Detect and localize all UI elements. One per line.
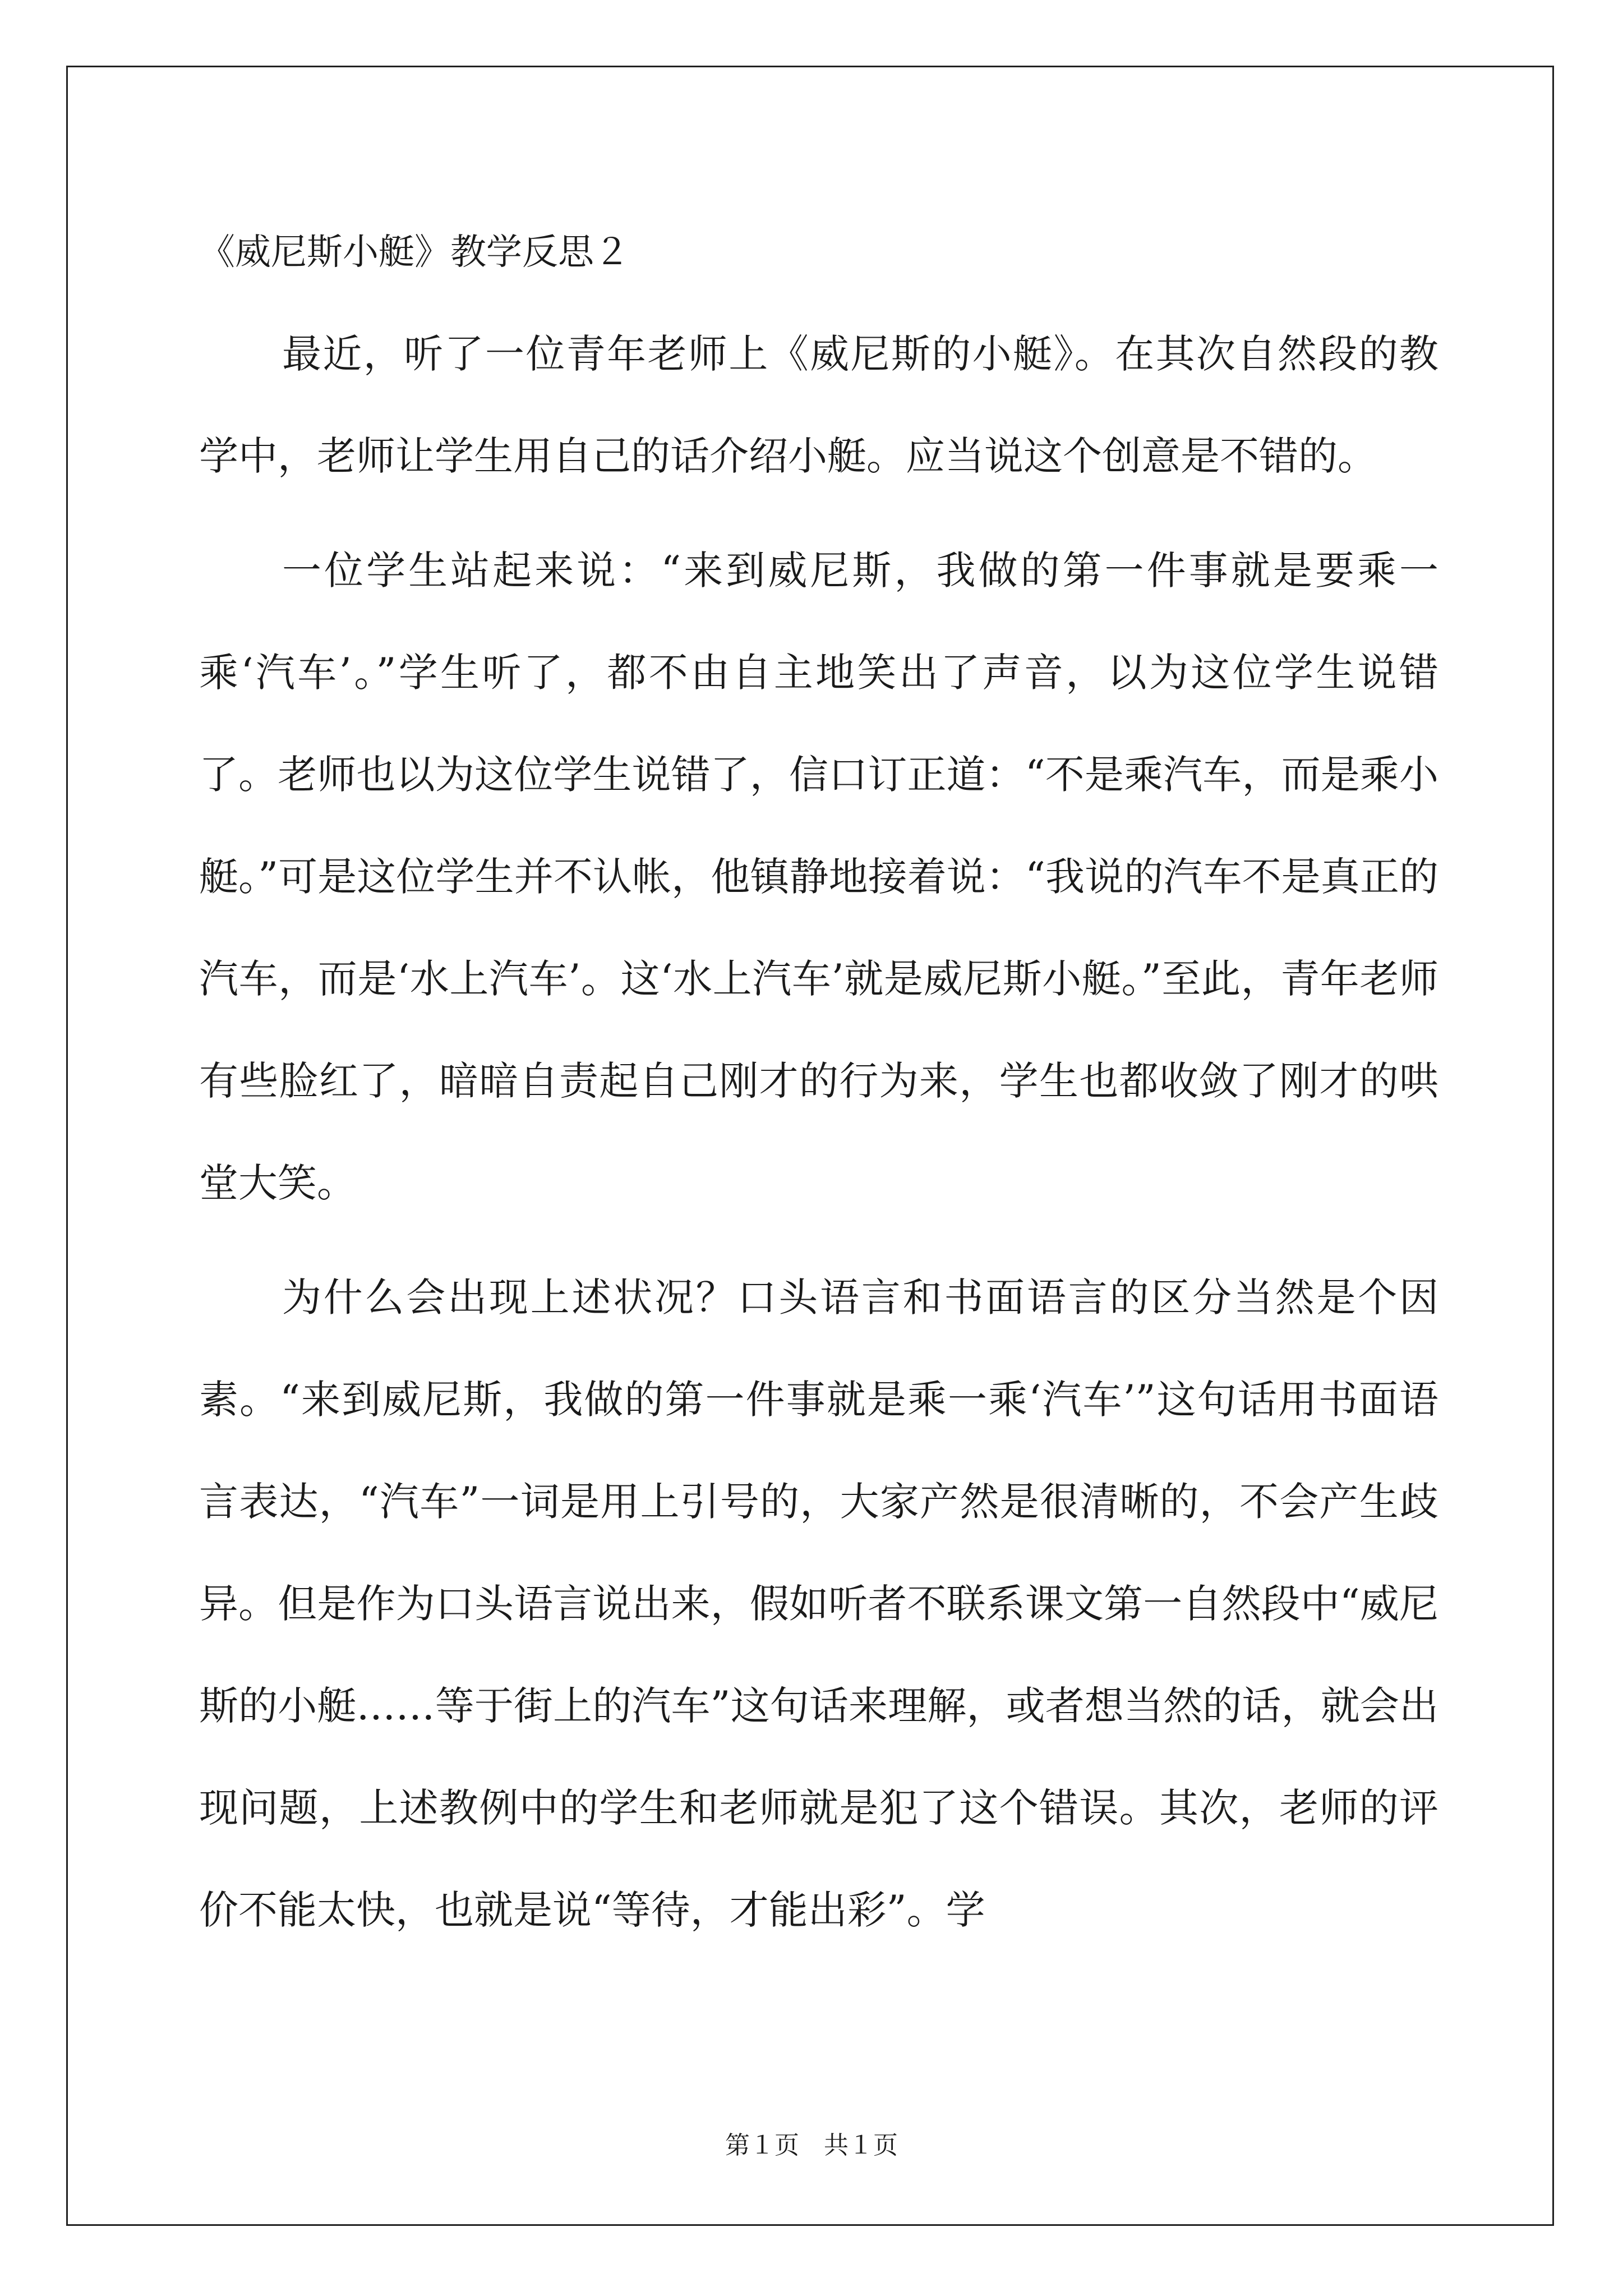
page-footer: 第１页 共１页 — [725, 2131, 898, 2160]
paragraph-2: 一位学生站起来说：“来到威尼斯，我做的第一件事就是要乘一乘‘汽车’。”学生听了，都不由自主地笑出了声音，以为这位学生说错了。老师也以为这位学生说错了，信口订正道：“不是乘汽车，而是乘小艇。”可是这位学生并不认帐，他镇静地接着说：“我说的汽车不是真正的汽车，而是‘水上汽车’。这‘水上汽车’就是威尼斯小艇。”至此，青年老师有些脸红了，暗暗自责起自己刚才的行为来，学生也都收敛了刚才的哄堂大笑。 — [199, 547, 1438, 1206]
paragraph-1: 最近，听了一位青年老师上《威尼斯的小艇》。在其次自然段的教学中，老师让学生用自己的话介绍小艇。应当说这个创意是不错的。 — [199, 331, 1438, 479]
document-body — [199, 222, 1438, 1961]
paragraph-3: 为什么会出现上述状况？口头语言和书面语言的区分当然是个因素。“来到威尼斯，我做的第一件事就是乘一乘‘汽车’”这句话用书面语言表达，“汽车”一词是用上引号的，大家产然是很清晰的，不会产生歧异。但是作为口头语言说出来，假如听者不联系课文第一自然段中“威尼斯的小艇……等于街上的汽车”这句话来理解，或者想当然的话，就会出现问题，上述教例中的学生和老师就是犯了这个错误。其次，老师的评价不能太快，也就是说“等待，才能出彩”。学 — [199, 1274, 1438, 1933]
document-title: 《威尼斯小艇》教学反思２ — [199, 232, 630, 273]
